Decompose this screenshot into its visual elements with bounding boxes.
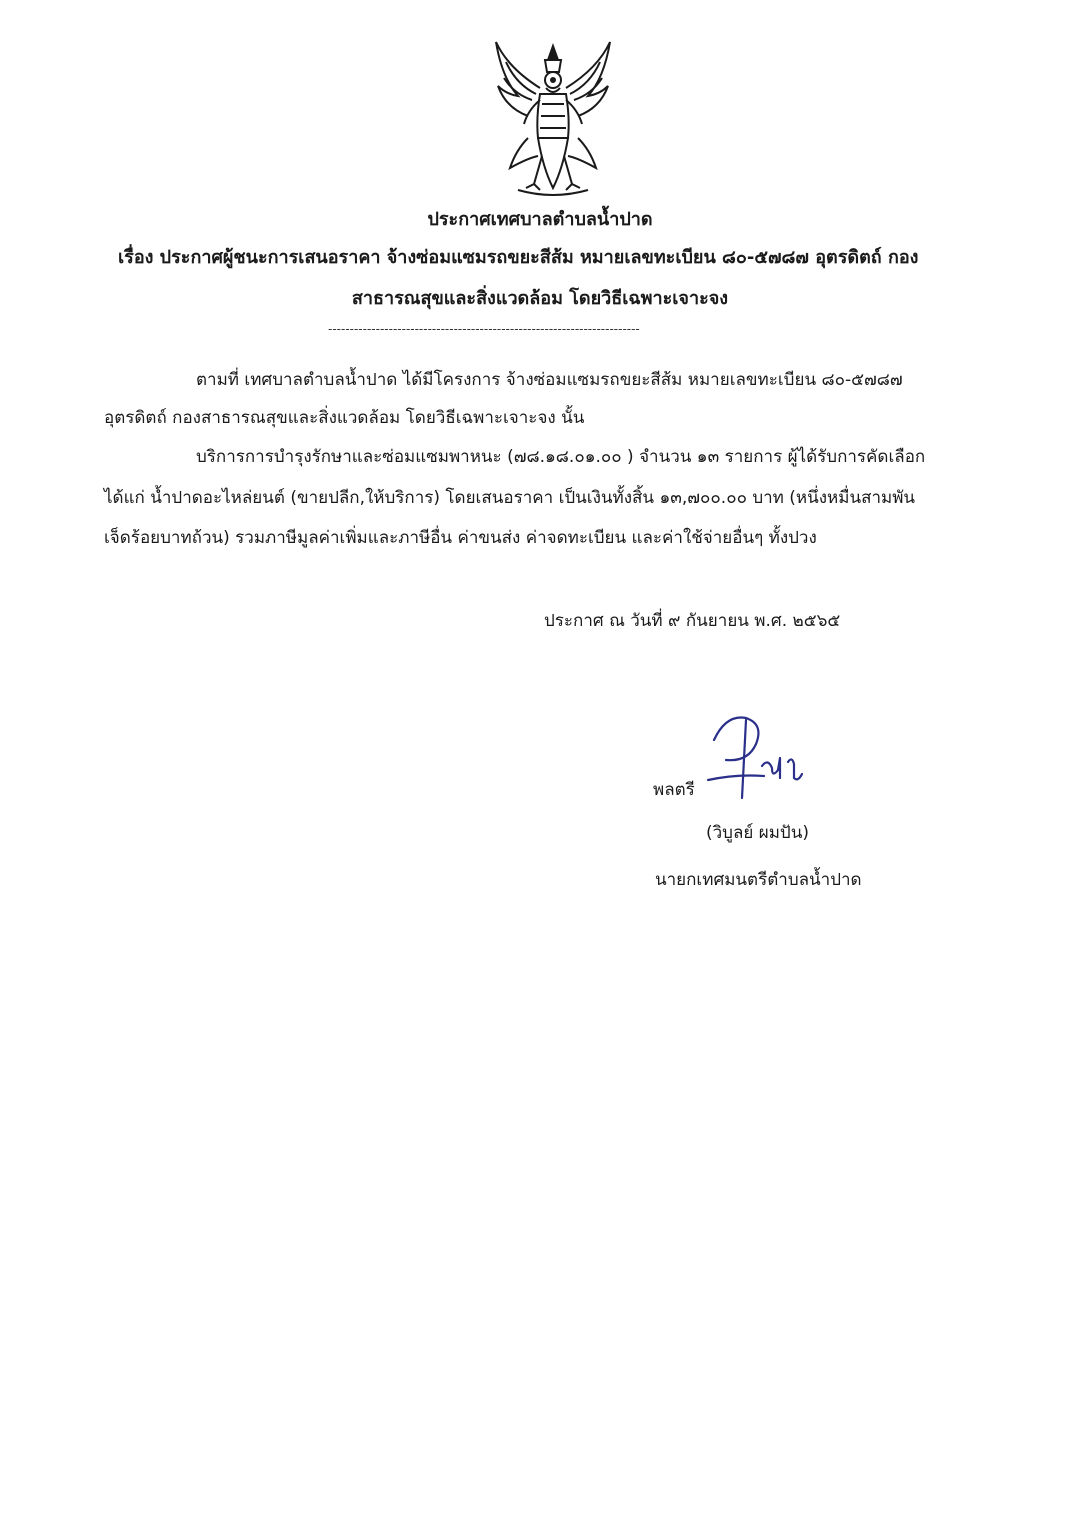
body-para1-line1: ตามที่ เทศบาลตำบลน้ำปาด ได้มีโครงการ จ้างซ่อมแซมรถขยะสีส้ม หมายเลขทะเบียน ๘๐-๕๗๘๗ xyxy=(196,370,903,390)
body-para2-line3: เจ็ดร้อยบาทถ้วน) รวมภาษีมูลค่าเพิ่มและภาษีอื่น ค่าขนส่ง ค่าจดทะเบียน และค่าใช้จ่ายอื่นๆ ทั้งปวง xyxy=(104,528,817,548)
garuda-emblem-icon xyxy=(488,38,618,203)
announcement-title: ประกาศเทศบาลตำบลน้ำปาด xyxy=(427,209,653,230)
subject-line-2: สาธารณสุขและสิ่งแวดล้อม โดยวิธีเฉพาะเจาะจง xyxy=(351,288,729,309)
separator-line: ------------------------------------------------------------------------ xyxy=(328,322,640,336)
signer-name: (วิบูลย์ ผมปัน) xyxy=(706,823,809,843)
signer-rank: พลตรี xyxy=(653,780,695,800)
body-para2-line1: บริการการบำรุงรักษาและซ่อมแซมพาหนะ (๗๘.๑๘.๐๑.๐๐ ) จำนวน ๑๓ รายการ ผู้ได้รับการคัดเลือก xyxy=(196,447,926,467)
signer-position: นายกเทศมนตรีตำบลน้ำปาด xyxy=(655,870,862,890)
signature-icon xyxy=(706,710,816,805)
body-para2-line2: ได้แก่ น้ำปาดอะไหล่ยนต์ (ขายปลีก,ให้บริการ) โดยเสนอราคา เป็นเงินทั้งสิ้น ๑๓,๗๐๐.๐๐ บาท (หนึ่งหมื่นสามพัน xyxy=(104,488,916,508)
subject-line-1: เรื่อง ประกาศผู้ชนะการเสนอราคา จ้างซ่อมแซมรถขยะสีส้ม หมายเลขทะเบียน ๘๐-๕๗๘๗ อุตรดิตถ์ กอง xyxy=(118,247,919,268)
body-para1-line2: อุตรดิตถ์ กองสาธารณสุขและสิ่งแวดล้อม โดยวิธีเฉพาะเจาะจง นั้น xyxy=(104,408,585,428)
announcement-date: ประกาศ ณ วันที่ ๙ กันยายน พ.ศ. ๒๕๖๕ xyxy=(544,611,841,631)
